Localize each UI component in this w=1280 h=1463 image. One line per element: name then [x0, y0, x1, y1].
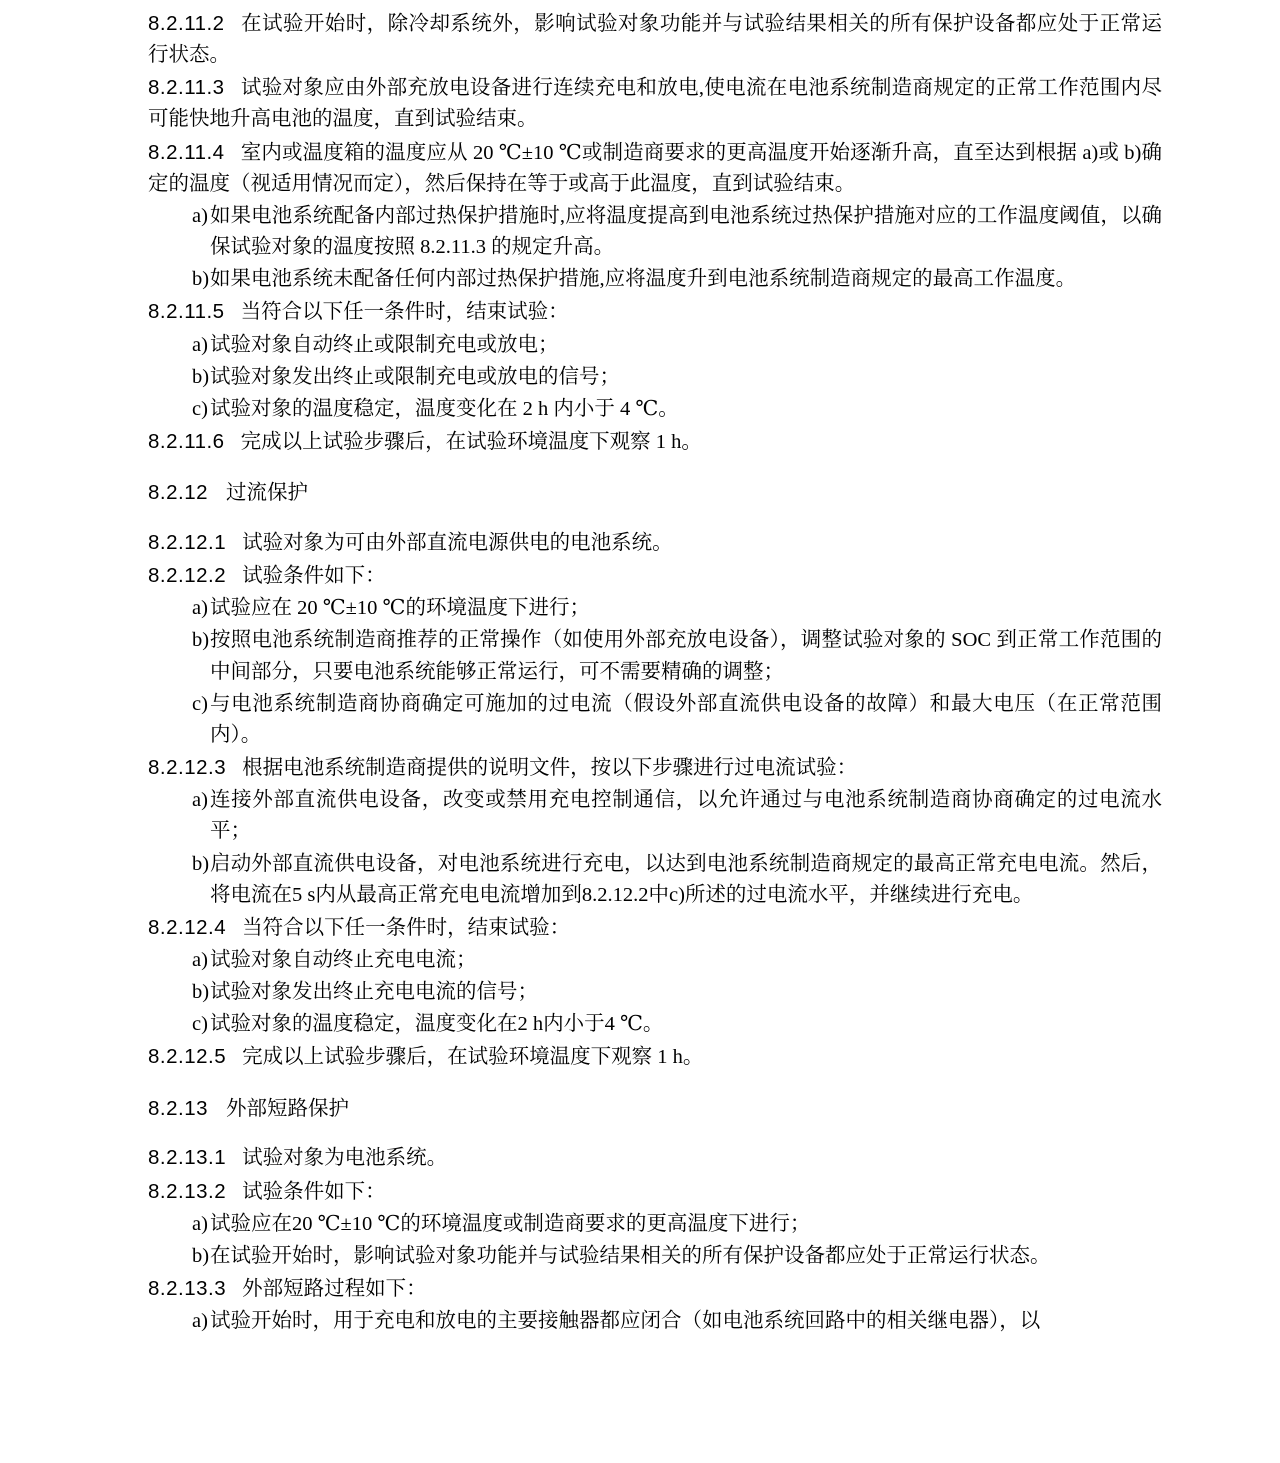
clause-number: 8.2.13.3	[148, 1276, 227, 1300]
clause-number: 8.2.11.5	[148, 300, 225, 324]
list-item	[148, 362, 1162, 393]
clause-paragraph	[148, 72, 1162, 135]
list-item	[148, 1241, 1162, 1272]
list-item-text: 按照电池系统制造商推荐的正常操作（如使用外部充放电设备），调整试验对象的 SOC 到正常工作范围的中间部分，只要电池系统能够正常运行，可不需要精确的调整；	[210, 629, 1162, 683]
clause-paragraph	[148, 752, 1162, 784]
list-item-text: 试验对象发出终止或限制充电或放电的信号；	[210, 365, 620, 388]
list-item-marker: a)	[192, 204, 208, 227]
list-item	[148, 945, 1162, 976]
list-item	[148, 849, 1162, 911]
clause-number: 8.2.11.6	[148, 430, 225, 454]
list-item-marker: a)	[192, 948, 208, 971]
list-item	[148, 1009, 1162, 1040]
list-item-marker: a)	[192, 1310, 208, 1333]
list-item	[148, 201, 1162, 263]
clause-paragraph	[148, 1176, 1162, 1208]
list-item	[148, 394, 1162, 425]
list-item-text: 试验应在20 ℃±10 ℃的环境温度或制造商要求的更高温度下进行；	[210, 1212, 811, 1235]
list-item	[148, 593, 1162, 624]
list-item-text: 试验对象的温度稳定，温度变化在 2 h 内小于 4 ℃。	[210, 397, 679, 420]
clause-number: 8.2.11.4	[148, 140, 225, 164]
list-item-text: 试验对象自动终止或限制充电或放电；	[210, 333, 559, 356]
list-item-text: 与电池系统制造商协商确定可施加的过电流（假设外部直流供电设备的故障）和最大电压（在正常范围内）。	[210, 692, 1162, 746]
list-item-marker: b)	[192, 852, 210, 875]
list-item-text: 试验应在 20 ℃±10 ℃的环境温度下进行；	[210, 597, 590, 620]
clause-text: 试验对象为可由外部直流电源供电的电池系统。	[242, 531, 673, 554]
section-title: 过流保护	[226, 482, 308, 505]
clause-paragraph	[148, 426, 1162, 458]
list-item-text: 试验对象发出终止充电电流的信号；	[210, 981, 538, 1004]
section-number: 8.2.12	[148, 481, 208, 505]
section-number: 8.2.13	[148, 1096, 208, 1120]
clause-text: 试验对象应由外部充放电设备进行连续充电和放电,使电流在电池系统制造商规定的正常工作范围内尽可能快地升高电池的温度，直到试验结束。	[148, 77, 1162, 131]
list-item-marker: a)	[192, 1212, 208, 1235]
list-item	[148, 264, 1162, 295]
list-item-marker: b)	[192, 268, 210, 291]
clause-number: 8.2.12.1	[148, 530, 227, 554]
list-item	[148, 785, 1162, 847]
list-item-marker: a)	[192, 789, 208, 812]
list-item-marker: c)	[192, 692, 208, 715]
clause-text: 试验条件如下：	[242, 1180, 386, 1203]
section-title: 外部短路保护	[226, 1097, 349, 1120]
clause-text: 外部短路过程如下：	[242, 1277, 427, 1300]
list-item-text: 如果电池系统配备内部过热保护措施时,应将温度提高到电池系统过热保护措施对应的工作温度阈值，以确保试验对象的温度按照 8.2.11.3 的规定升高。	[210, 204, 1162, 259]
clause-number: 8.2.13.1	[148, 1146, 227, 1170]
clause-text: 当符合以下任一条件时，结束试验：	[240, 301, 569, 324]
clause-text: 当符合以下任一条件时，结束试验：	[242, 916, 571, 939]
clause-number: 8.2.12.4	[148, 915, 227, 939]
clause-paragraph	[148, 1273, 1162, 1305]
clause-number: 8.2.12.2	[148, 564, 227, 588]
clause-text: 完成以上试验步骤后，在试验环境温度下观察 1 h。	[242, 1046, 704, 1069]
list-item-text: 启动外部直流供电设备，对电池系统进行充电，以达到电池系统制造商规定的最高正常充电电流。然后，将电流在5 s内从最高正常充电电流增加到8.2.12.2中c)所述的过电流水平，并继续进行充电。	[210, 852, 1162, 906]
list-item-text: 试验对象的温度稳定，温度变化在2 h内小于4 ℃。	[210, 1013, 664, 1036]
clause-number: 8.2.12.5	[148, 1045, 227, 1069]
clause-text: 完成以上试验步骤后，在试验环境温度下观察 1 h。	[240, 431, 702, 454]
list-item	[148, 689, 1162, 751]
list-item-marker: a)	[192, 597, 208, 620]
clause-number: 8.2.11.2	[148, 12, 225, 35]
list-item	[148, 625, 1162, 687]
clause-paragraph	[148, 8, 1162, 71]
list-item-text: 试验开始时，用于充电和放电的主要接触器都应闭合（如电池系统回路中的相关继电器），以	[210, 1310, 1041, 1333]
list-item-marker: b)	[192, 981, 210, 1004]
list-item-text: 连接外部直流供电设备，改变或禁用充电控制通信，以允许通过与电池系统制造商协商确定的过电流水平；	[210, 789, 1162, 843]
clause-paragraph	[148, 137, 1162, 200]
clause-text: 根据电池系统制造商提供的说明文件，按以下步骤进行过电流试验：	[242, 757, 858, 780]
clause-text: 室内或温度箱的温度应从 20 ℃±10 ℃或制造商要求的更高温度开始逐渐升高，直至达到根据 a)或 b)确定的温度（视适用情况而定），然后保持在等于或高于此温度，直到试验结束。	[148, 141, 1162, 195]
list-item-text: 在试验开始时，影响试验对象功能并与试验结果相关的所有保护设备都应处于正常运行状态。	[210, 1244, 1051, 1267]
list-item	[148, 977, 1162, 1008]
clause-paragraph	[148, 296, 1162, 328]
list-item	[148, 1306, 1162, 1337]
list-item-marker: b)	[192, 1244, 210, 1267]
clause-paragraph	[148, 912, 1162, 944]
clause-number: 8.2.11.3	[148, 76, 225, 100]
section-heading	[148, 1094, 1162, 1125]
clause-paragraph	[148, 1142, 1162, 1174]
list-item	[148, 1209, 1162, 1240]
clause-paragraph	[148, 527, 1162, 559]
clause-text: 试验条件如下：	[242, 565, 386, 588]
list-item	[148, 330, 1162, 361]
clause-text: 在试验开始时，除冷却系统外，影响试验对象功能并与试验结果相关的所有保护设备都应处于正常运行状态。	[148, 13, 1162, 67]
clause-number: 8.2.13.2	[148, 1179, 227, 1203]
list-item-marker: c)	[192, 1013, 208, 1036]
document-body	[148, 8, 1162, 1337]
clause-paragraph	[148, 1041, 1162, 1073]
list-item-text: 如果电池系统未配备任何内部过热保护措施,应将温度升到电池系统制造商规定的最高工作温度。	[210, 268, 1077, 291]
clause-number: 8.2.12.3	[148, 756, 227, 780]
section-heading	[148, 478, 1162, 509]
clause-text: 试验对象为电池系统。	[242, 1147, 448, 1170]
list-item-marker: b)	[192, 365, 210, 388]
list-item-marker: c)	[192, 397, 208, 420]
list-item-marker: a)	[192, 333, 208, 356]
list-item-marker: b)	[192, 629, 210, 652]
list-item-text: 试验对象自动终止充电电流；	[210, 948, 477, 971]
clause-paragraph	[148, 560, 1162, 592]
